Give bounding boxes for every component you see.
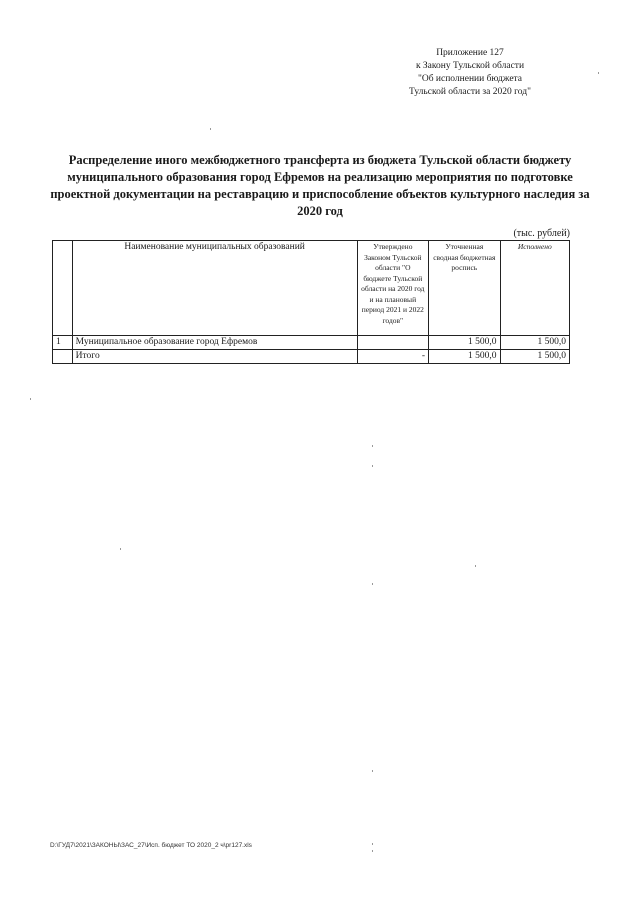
scan-speck [598,72,599,74]
scan-speck [372,465,373,467]
scan-speck [475,565,476,567]
total-approved: - [357,350,428,364]
table-row [53,336,570,350]
row-clarified: 1 500,0 [429,336,500,350]
scan-speck [372,850,373,852]
header-name: Наименование муниципальных образований [72,241,357,336]
header-executed: Исполнено [500,241,569,336]
distribution-table [52,240,570,364]
scan-speck [30,398,31,400]
appendix-line-2: к Закону Тульской области [415,61,525,71]
header-approved: Утверждено Законом Тульской области "О бюджете Тульской области на 2020 год и на плановый период 2021 и 2022 годов" [357,241,428,336]
total-name: Итого [72,350,357,364]
header-number [53,241,73,336]
appendix-block [380,47,560,99]
scan-speck [120,548,121,550]
total-executed: 1 500,0 [500,350,569,364]
total-clarified: 1 500,0 [429,350,500,364]
total-row [53,350,570,364]
document-title: Распределение иного межбюджетного трансферта из бюджета Тульской области бюджету муниципального образования город Ефремов на реализацию мероприятия по подготовке проектной документации на реставрацию и приспособление объектов культурного наследия за 2020 год [50,153,590,218]
appendix-line-1: Приложение 127 [436,48,504,58]
row-number: 1 [53,336,73,350]
total-number [53,350,73,364]
appendix-line-3: "Об исполнении бюджета [417,74,523,84]
scan-speck [372,770,373,772]
file-path-footer: D:\ГУД7\2021\ЗАКОНЫ\ЗАС_27\Исп. бюджет ТО 2020_2 ч\pr127.xls [50,842,252,849]
header-clarified: Уточненная сводная бюджетная роспись [429,241,500,336]
row-approved [357,336,428,350]
scan-speck [372,583,373,585]
scan-speck [210,128,211,130]
appendix-line-4: Тульской области за 2020 год" [409,87,531,97]
units-label: (тыс. рублей) [513,228,570,239]
scan-speck [372,445,373,447]
row-executed: 1 500,0 [500,336,569,350]
table-header-row [53,241,570,336]
row-name: Муниципальное образование город Ефремов [72,336,357,350]
scan-speck [372,843,373,845]
